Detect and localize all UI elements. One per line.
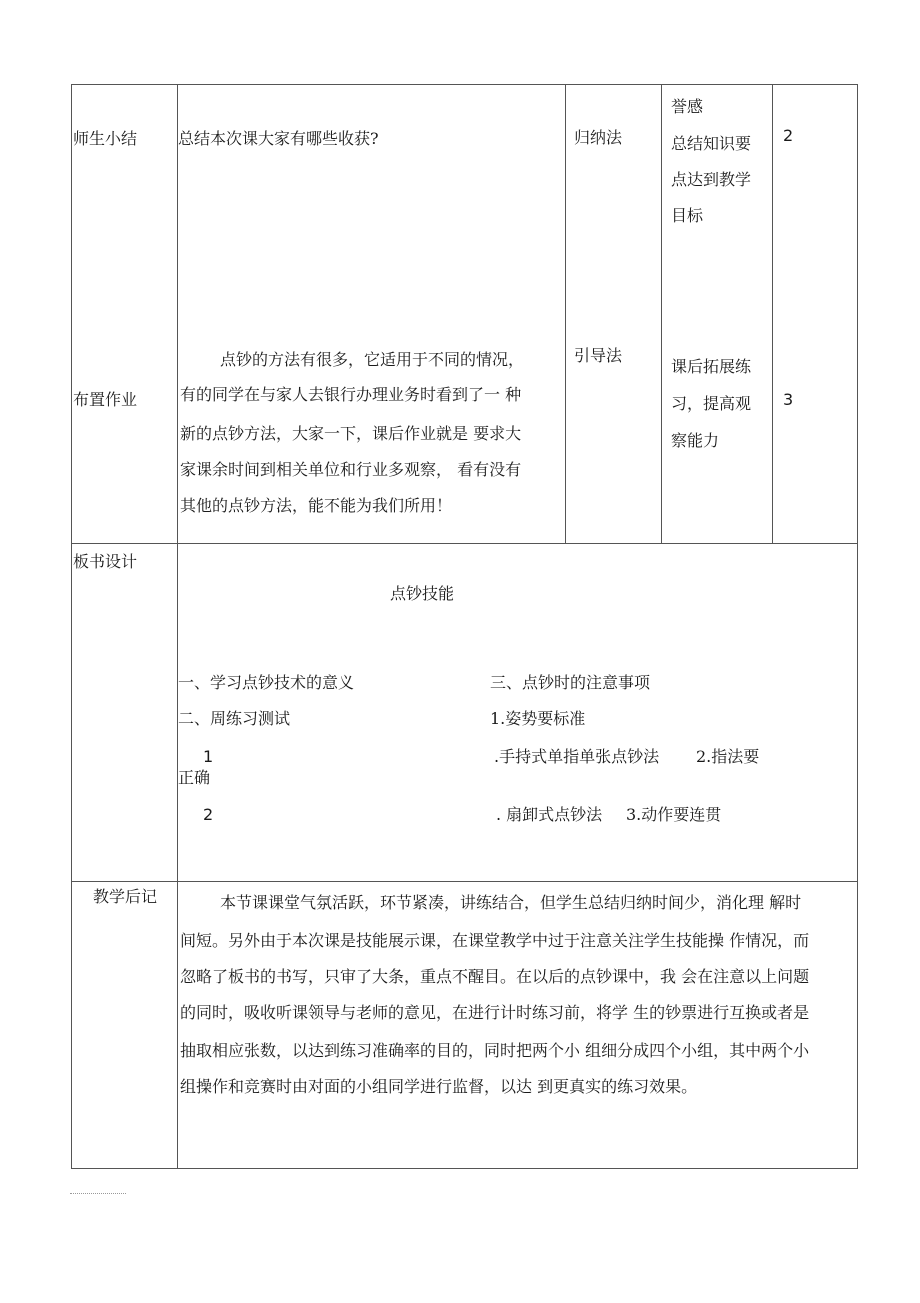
board-wrap-text: 正确 xyxy=(178,768,211,787)
content-column-divider xyxy=(565,84,566,544)
summary-method: 归纳法 xyxy=(574,128,623,147)
board-right-item: .手持式单指单张点钞法 xyxy=(494,747,660,766)
row-divider-reflection xyxy=(71,881,858,882)
homework-method: 引导法 xyxy=(574,346,623,365)
summary-content: 总结本次课大家有哪些收获? xyxy=(178,129,379,148)
homework-goal-line: 察能力 xyxy=(671,431,720,450)
table-right-border xyxy=(857,84,858,1169)
homework-content-line: 新的点钞方法，大家一下，课后作业就是 要求大 xyxy=(180,424,522,443)
board-number: 2 xyxy=(203,805,214,824)
reflection-line: 本节课课堂气氛活跃，环节紧凑，讲练结合，但学生总结归纳时间少，消化理 解时 xyxy=(220,893,802,912)
reflection-line: 间短。另外由于本次课是技能展示课，在课堂教学中过于注意关注学生技能操 作情况，而 xyxy=(180,931,810,950)
row-label-reflection: 教学后记 xyxy=(93,887,158,906)
board-right-item: 三、点钞时的注意事项 xyxy=(490,673,651,692)
goal-column-divider xyxy=(772,84,773,544)
reflection-line: 的同时，吸收听课领导与老师的意见，在进行计时练习前，将学 生的钞票进行互换或者是 xyxy=(180,1003,810,1022)
footer-dotted-mark xyxy=(70,1193,126,1194)
homework-goal-line: 课后拓展练 xyxy=(671,357,752,376)
board-right-item: 1.姿势要标准 xyxy=(490,709,586,728)
label-column-divider xyxy=(177,84,178,1169)
table-bottom-border xyxy=(71,1168,858,1169)
board-right-item: 2.指法要 xyxy=(696,747,760,766)
table-left-border xyxy=(71,84,72,1169)
row-label-homework: 布置作业 xyxy=(73,390,138,409)
homework-content-line: 其他的点钞方法，能不能为我们所用！ xyxy=(180,496,453,515)
summary-time: 2 xyxy=(783,126,794,145)
homework-content-line: 有的同学在与家人去银行办理业务时看到了一 种 xyxy=(180,385,522,404)
row-label-summary: 师生小结 xyxy=(73,129,138,148)
homework-time: 3 xyxy=(783,390,794,409)
homework-content-line: 点钞的方法有很多，它适用于不同的情况， xyxy=(220,350,525,369)
homework-goal-line: 习，提高观 xyxy=(671,394,752,413)
row-divider-board xyxy=(71,543,858,544)
board-left-item: 一、学习点钞技术的意义 xyxy=(178,673,355,692)
row-label-board-design: 板书设计 xyxy=(73,552,138,571)
board-number: 1 xyxy=(203,747,214,766)
board-right-item: . 扇卸式点钞法 xyxy=(496,805,603,824)
reflection-line: 抽取相应张数，以达到练习准确率的目的，同时把两个小 组细分成四个小组，其中两个小 xyxy=(180,1041,810,1060)
reflection-line: 忽略了板书的书写，只审了大条，重点不醒目。在以后的点钞课中，我 会在注意以上问题 xyxy=(180,967,810,986)
summary-goal-line: 点达到教学 xyxy=(671,170,752,189)
table-top-border xyxy=(71,84,858,85)
summary-goal-line: 目标 xyxy=(671,206,704,225)
reflection-line: 组操作和竞赛时由对面的小组同学进行监督，以达 到更真实的练习效果。 xyxy=(180,1077,698,1096)
homework-content-line: 家课余时间到相关单位和行业多观察， 看有没有 xyxy=(180,460,522,479)
board-right-item: 3.动作要连贯 xyxy=(626,805,722,824)
board-title: 点钞技能 xyxy=(390,584,455,603)
method-column-divider xyxy=(661,84,662,544)
board-left-item: 二、周练习测试 xyxy=(178,709,291,728)
summary-goal-line: 誉感 xyxy=(671,97,704,116)
summary-goal-line: 总结知识要 xyxy=(671,134,752,153)
